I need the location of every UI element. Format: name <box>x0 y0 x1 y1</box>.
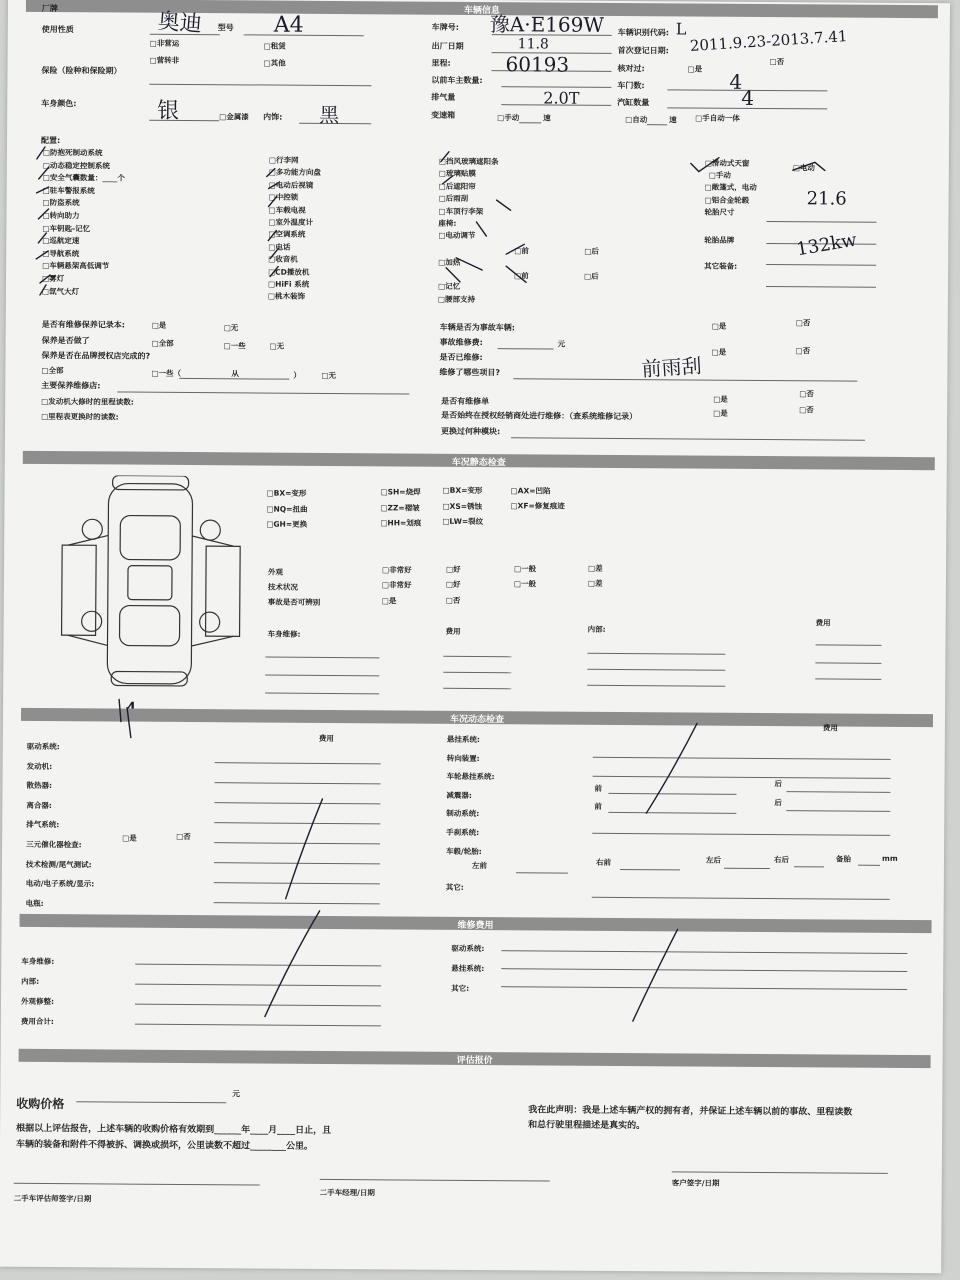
exterior-bad[interactable]: □差 <box>588 563 603 573</box>
config-item: 轮胎尺寸 <box>704 207 735 217</box>
shock-rear: 后 <box>774 779 783 789</box>
gearbox-speed: 速 <box>543 113 551 123</box>
repair-item: 驱动系统: <box>451 943 485 954</box>
config-item[interactable]: □防抱死制动系统 <box>42 147 103 158</box>
tire-left-rear: 左后 <box>705 855 722 865</box>
dynamic-item: 转向装置: <box>446 753 480 763</box>
brand-shop-label: 保养是否在品牌授权店完成的? <box>41 350 151 361</box>
dynamic-item: 离合器: <box>26 800 52 810</box>
done-part[interactable]: □一些 <box>223 341 246 351</box>
dynamic-item: 散热器: <box>26 781 53 791</box>
authorized-yes[interactable]: □是 <box>713 408 728 418</box>
tire-spare: 备胎 <box>835 854 852 864</box>
owners-label: 以前车主数量: <box>431 75 483 86</box>
inspection-no[interactable]: □否 <box>769 57 785 67</box>
items-label: 维修了哪些项目? <box>439 367 501 378</box>
config-item[interactable]: □电话 <box>268 242 291 252</box>
repair-item: 车身维修: <box>21 956 55 967</box>
legend-item[interactable]: □HH=划痕 <box>380 518 422 528</box>
tire-left-front: 左前 <box>471 860 487 871</box>
declaration-line-1: 我在此声明：我是上述车辆产权的拥有者，并保证上述车辆以前的事故、里程读数 <box>528 1105 853 1118</box>
done-all[interactable]: □全部 <box>151 338 174 348</box>
config-item: 轮胎品牌 <box>704 235 735 245</box>
config-item[interactable]: □后遮阳帘 <box>438 181 476 191</box>
repair-item: 其它: <box>451 983 470 993</box>
config-item[interactable]: □加热 <box>438 257 461 267</box>
dynamic-item: 悬挂系统: <box>446 734 480 745</box>
legend-item[interactable]: □AX=凹陷 <box>510 486 551 496</box>
legend-item[interactable]: □NQ=扭曲 <box>266 504 308 514</box>
has-repair-yes[interactable]: □是 <box>713 394 728 404</box>
tech-normal[interactable]: □一般 <box>513 579 537 589</box>
static-interior-label: 内部: <box>587 624 606 634</box>
config-item[interactable]: □挡风玻璃遮阳条 <box>438 156 499 167</box>
tech-label: 技术状况 <box>267 582 298 592</box>
seat-front-2[interactable]: □前 <box>514 271 529 281</box>
accident-id-no[interactable]: □否 <box>445 595 461 605</box>
odometer-label[interactable]: □里程表更换时的读数: <box>41 411 119 422</box>
seat-rear-1[interactable]: □后 <box>584 246 599 256</box>
record-yes[interactable]: □是 <box>151 320 167 330</box>
accident-no[interactable]: □否 <box>795 318 811 328</box>
config-item[interactable]: □室外温度计 <box>268 217 314 227</box>
config-item[interactable]: □敞篷式，电动 <box>704 182 757 193</box>
config-item[interactable]: □中控锁 <box>268 192 299 202</box>
color-label: 车身颜色: <box>41 98 77 109</box>
dynamic-item: 发动机: <box>26 761 53 771</box>
hw-color: 银 <box>157 98 180 124</box>
hw-wheel-size: 21.6 <box>806 188 847 210</box>
dynamic-item: 车轮悬挂系统: <box>446 771 495 782</box>
legend-item[interactable]: □ZZ=褶皱 <box>380 503 420 513</box>
catalyst-yes[interactable]: □是 <box>122 833 137 843</box>
dynamic-cost-label: 费用 <box>318 733 334 744</box>
section-title: 车况静态检查 <box>451 457 506 469</box>
legend-item[interactable]: □GH=更换 <box>266 519 308 529</box>
gearbox-manual[interactable]: □手动 <box>497 113 520 123</box>
dynamic-item: 技术检测/尾气测试: <box>25 859 92 869</box>
hw-build: 11.8 <box>517 36 549 53</box>
sign-appraiser: 二手车评估师签字/日期 <box>13 1193 92 1204</box>
legend-item[interactable]: □XF=修复痕迹 <box>510 501 565 511</box>
accident-id-label: 事故是否可辨别 <box>267 597 321 607</box>
exterior-label: 外观 <box>267 567 284 577</box>
brake-rear: 后 <box>774 798 782 808</box>
dynamic-item: 其它: <box>445 882 464 893</box>
config-item[interactable]: □防盗系统 <box>42 198 80 208</box>
hw-other-equip: 132kw <box>794 229 859 261</box>
config-item: 座椅: <box>438 218 457 228</box>
config-item[interactable]: □记忆 <box>437 281 461 292</box>
config-item[interactable]: □收音机 <box>268 254 298 264</box>
repair-item: 内部: <box>21 976 40 986</box>
hw-repair-items: 前雨刮 <box>640 353 703 382</box>
authorized-no[interactable]: □否 <box>799 405 814 415</box>
hw-brand: 奥迪 <box>156 9 203 38</box>
exterior-very-good[interactable]: □非常好 <box>381 565 412 575</box>
config-item[interactable]: □车辆悬架高低调节 <box>42 261 110 271</box>
price-label: 收购价格 <box>16 1096 65 1112</box>
config-item[interactable]: □玻璃贴膜 <box>438 169 476 179</box>
dynamic-item: 制动系统: <box>446 809 480 819</box>
config-item[interactable]: □雾灯 <box>42 273 65 284</box>
config-item[interactable]: □动态稳定控制系统 <box>42 160 110 171</box>
config-item[interactable]: □安全气囊数量：____个 <box>42 173 125 183</box>
config-item: 其它装备: <box>704 261 738 272</box>
dynamic-cost-label-2: 费用 <box>822 723 838 733</box>
cost-no[interactable]: □否 <box>795 346 811 356</box>
dynamic-item: 电瓶: <box>25 898 44 908</box>
gearbox-manual-auto[interactable]: □手自动一体 <box>695 113 740 123</box>
record-none[interactable]: □无 <box>223 323 239 333</box>
done-none[interactable]: □无 <box>269 341 285 351</box>
done-label: 保养是否做了 <box>41 335 90 346</box>
tire-right-rear: 右后 <box>773 855 790 865</box>
config-item[interactable]: □滑动式天窗 <box>704 158 750 168</box>
legend-item[interactable]: □BX=变形 <box>442 485 483 496</box>
vin-label: 车辆识别代码: <box>617 27 670 38</box>
config-item[interactable]: □转向助力 <box>42 210 80 221</box>
tire-unit: mm <box>881 853 898 863</box>
metallic-option[interactable]: □金属漆 <box>219 112 249 122</box>
config-item[interactable]: □手动 <box>708 170 731 180</box>
usage-option-3[interactable]: □营转非 <box>149 55 180 65</box>
legend-item[interactable]: □XS=锈蚀 <box>442 501 483 512</box>
section-title: 车辆信息 <box>463 5 500 17</box>
dynamic-item: 三元催化器检查: <box>26 839 82 850</box>
sign-manager: 二手车经理/日期 <box>319 1187 375 1198</box>
shop-all[interactable]: □全部 <box>41 365 64 376</box>
hw-displacement: 2.0T <box>543 88 580 108</box>
catalyst-no[interactable]: □否 <box>176 831 191 842</box>
body-repair-label: 车身维修: <box>267 629 301 639</box>
insurance-label: 保险（险种和保险期） <box>41 65 122 76</box>
build-date-label: 出厂日期 <box>431 41 464 51</box>
usage-label: 使用性质 <box>41 24 74 35</box>
seat-rear-2[interactable]: □后 <box>584 271 599 281</box>
config-item[interactable]: □后雨刮 <box>438 193 469 204</box>
gearbox-auto[interactable]: □自动 <box>625 115 648 125</box>
dynamic-item: 手刹系统: <box>446 827 480 837</box>
config-item[interactable]: □桃木装饰 <box>267 292 306 302</box>
exterior-good[interactable]: □好 <box>445 564 461 574</box>
repaired-label: 是否已维修: <box>439 352 483 363</box>
engine-mileage-label[interactable]: □发动机大修时的里程读数: <box>41 396 134 407</box>
sign-customer: 客户签字/日期 <box>671 1178 720 1188</box>
hw-doors: 4 <box>729 69 743 94</box>
legend-item[interactable]: □BX=变形 <box>266 488 307 498</box>
seat-front-1[interactable]: □前 <box>514 246 529 256</box>
valuation-para-1: 根据以上评估报告，上述车辆的收购价格有效期到______年____月____日止，且 <box>16 1123 332 1136</box>
tech-very-good[interactable]: □非常好 <box>381 580 412 590</box>
authorized-label: 是否始终在授权经销商处进行维修：（查系统维修记录） <box>441 410 638 422</box>
config-item[interactable]: □氙气大灯 <box>41 286 80 296</box>
shop-part[interactable]: □一些（ <box>151 368 182 378</box>
config-item[interactable]: □车顶行李架 <box>438 206 484 216</box>
hw-model: A4 <box>273 12 304 38</box>
config-item[interactable]: □车钥匙-记忆 <box>42 223 91 233</box>
dynamic-item: 减震器: <box>446 790 472 800</box>
dynamic-item: 电动/电子系统/显示: <box>25 879 95 889</box>
hw-reg-dates: 2011.9.23-2013.7.41 <box>689 27 848 55</box>
config-item[interactable]: □巡航定速 <box>42 236 80 246</box>
exterior-normal[interactable]: □一般 <box>513 564 537 574</box>
plate-label: 车牌号: <box>431 22 460 32</box>
model-label: 型号 <box>217 23 234 33</box>
interior-label: 内饰: <box>263 112 283 122</box>
shop-from: 从 <box>231 369 239 379</box>
config-item[interactable]: □CD播放机 <box>268 267 310 277</box>
dynamic-item: 排气系统: <box>26 820 60 830</box>
usage-option-1[interactable]: □非营运 <box>149 38 180 48</box>
replaced-label: 更换过何种模块: <box>440 426 501 437</box>
section-title: 车况动态检查 <box>449 714 505 726</box>
config-item[interactable]: □多功能方向盘 <box>268 167 321 178</box>
hw-mileage: 60193 <box>505 52 570 77</box>
legend-item[interactable]: □SH=烧焊 <box>380 487 421 497</box>
repair-item: 外观修整: <box>20 996 55 1007</box>
usage-option-4[interactable]: □其他 <box>263 58 286 68</box>
config-item[interactable]: □铝合金轮毂 <box>704 195 750 205</box>
valuation-para-2: 车辆的装备和附件不得被拆、调换或损坏，公里读数不超过________公里。 <box>15 1139 314 1152</box>
has-repair-no[interactable]: □否 <box>799 389 814 399</box>
shop-close: ） <box>293 370 301 380</box>
config-item[interactable]: □电动后视镜 <box>268 180 314 190</box>
config-item[interactable]: □空调系统 <box>268 229 306 240</box>
config-item[interactable]: □驻车警报系统 <box>42 185 95 196</box>
gearbox-label: 变速箱 <box>431 110 456 120</box>
hw-plate: 豫A·E169W <box>489 12 605 37</box>
declaration-line-2: 和总行驶里程描述是真实的。 <box>528 1120 646 1132</box>
cylinders-label: 汽缸数量 <box>617 97 650 108</box>
tire-right-front: 右前 <box>595 857 612 867</box>
accident-id-yes[interactable]: □是 <box>381 596 397 606</box>
config-item[interactable]: □HiFi 系统 <box>267 279 310 289</box>
repair-item: 悬挂系统: <box>451 963 485 974</box>
brake-front: 前 <box>594 801 602 811</box>
hw-interior: 黑 <box>319 102 340 128</box>
price-unit: 元 <box>232 1089 240 1099</box>
first-reg-label: 首次登记日期: <box>617 45 669 56</box>
static-cost-label: 费用 <box>445 626 461 636</box>
gearbox-speed2: 速 <box>669 115 677 125</box>
accident-label: 车辆是否为事故车辆: <box>439 322 515 333</box>
inspection-yes[interactable]: □是 <box>687 64 703 74</box>
hw-cylinders: 4 <box>741 85 755 110</box>
shock-front: 前 <box>594 783 603 793</box>
config-item[interactable]: □导航系统 <box>42 248 80 258</box>
tech-good[interactable]: □好 <box>445 579 461 589</box>
dynamic-item: 驱动系统: <box>26 741 60 752</box>
accident-yes[interactable]: □是 <box>711 321 727 331</box>
section-title: 评估报价 <box>456 1055 493 1067</box>
doors-label: 车门数: <box>617 80 645 91</box>
config-item[interactable]: □电动调节 <box>438 231 476 241</box>
shop-none[interactable]: □无 <box>321 370 337 381</box>
cost-yes[interactable]: □是 <box>711 347 727 357</box>
config-label: 配置: <box>40 135 61 146</box>
section-title: 维修费用 <box>457 920 494 932</box>
static-cost-label-2: 费用 <box>815 618 831 628</box>
hw-vin: L <box>675 19 687 39</box>
inspection-label: 核对过: <box>617 63 645 74</box>
has-repair-label: 是否有维修单 <box>441 396 490 407</box>
dynamic-item: 车毂/轮胎: <box>446 846 482 856</box>
repair-item: 费用合计: <box>20 1016 54 1027</box>
config-item[interactable]: □车载电视 <box>268 205 306 215</box>
mileage-label: 里程: <box>431 58 451 68</box>
brand-label: 厂牌 <box>41 3 58 14</box>
main-shop-label: 主要保养维修店: <box>41 380 101 391</box>
config-item[interactable]: □腰部支持 <box>437 294 476 304</box>
legend-item[interactable]: □LW=裂纹 <box>442 516 484 527</box>
tech-bad[interactable]: □差 <box>587 578 603 588</box>
displacement-label: 排气量 <box>431 92 456 102</box>
accident-cost-label: 事故维修费: <box>439 337 483 348</box>
accident-cost-unit: 元 <box>557 339 566 349</box>
record-label: 是否有维修保养记录本: <box>41 319 125 330</box>
usage-option-2[interactable]: □租赁 <box>263 41 286 51</box>
config-item[interactable]: □行李网 <box>268 155 299 165</box>
sunroof-electric[interactable]: □电动 <box>792 163 815 173</box>
